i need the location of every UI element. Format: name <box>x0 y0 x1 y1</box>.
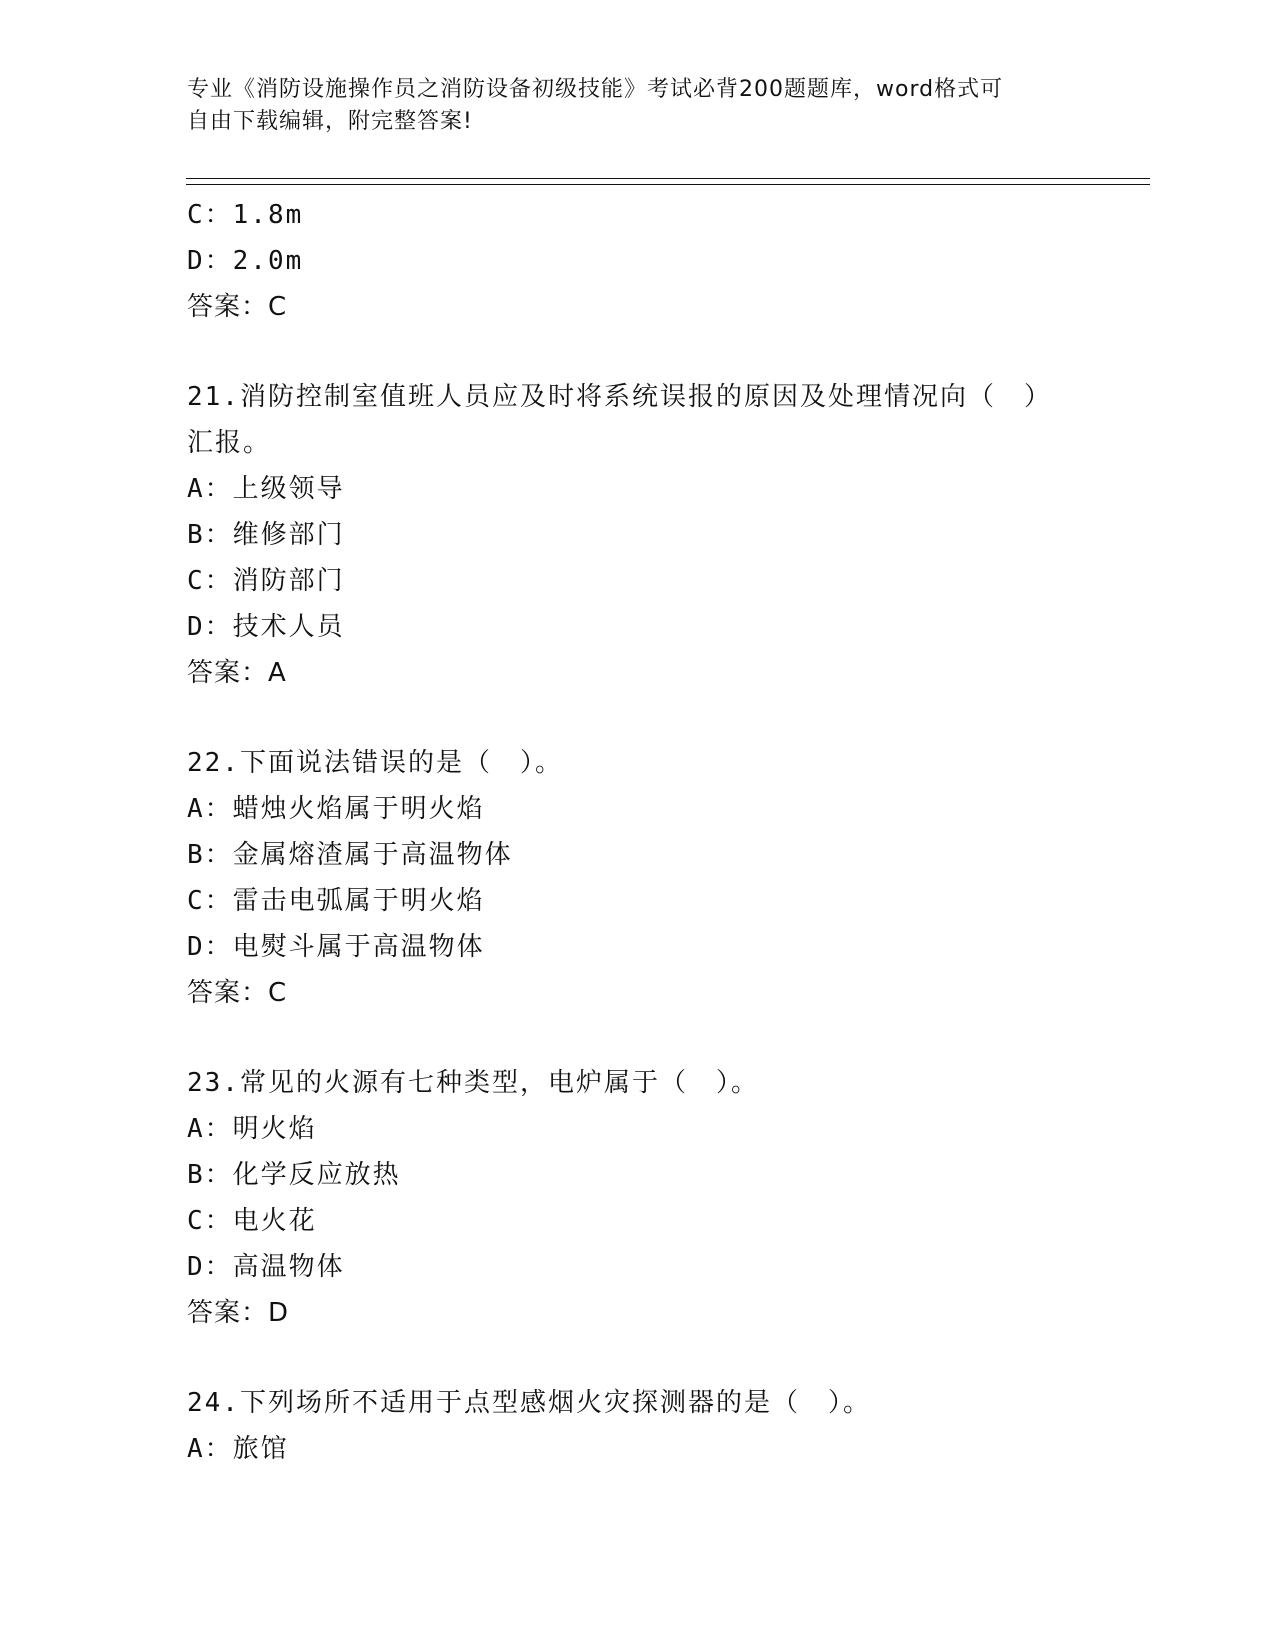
option-b: B：化学反应放热 <box>187 1160 401 1190</box>
document-header <box>187 74 1067 138</box>
spacer <box>187 1336 1087 1380</box>
question-stem: 21.消防控制室值班人员应及时将系统误报的原因及处理情况向（ ） <box>187 382 1052 412</box>
option-c: C：消防部门 <box>187 566 345 596</box>
header-divider-bottom <box>186 184 1150 185</box>
question-stem: 24.下列场所不适用于点型感烟火灾探测器的是（ ）。 <box>187 1388 871 1418</box>
option-d: D：2.0m <box>187 246 304 276</box>
option-d: D：高温物体 <box>187 1252 345 1282</box>
option-a: A：明火焰 <box>187 1114 317 1144</box>
option-c: C：电火花 <box>187 1206 317 1236</box>
question-stem-continued: 汇报。 <box>187 428 272 458</box>
answer-line: 答案：A <box>187 658 287 688</box>
answer-line: 答案：C <box>187 978 288 1008</box>
question-22 <box>187 740 1087 1016</box>
carryover-block <box>187 192 1087 330</box>
option-c: C：雷击电弧属于明火焰 <box>187 886 485 916</box>
header-divider-top <box>186 178 1150 179</box>
option-b: B：维修部门 <box>187 520 345 550</box>
spacer <box>187 696 1087 740</box>
option-a: A：上级领导 <box>187 474 345 504</box>
question-stem: 22.下面说法错误的是（ ）。 <box>187 748 563 778</box>
spacer <box>187 1016 1087 1060</box>
option-a: A：旅馆 <box>187 1434 289 1464</box>
question-stem: 23.常见的火源有七种类型，电炉属于（ ）。 <box>187 1068 759 1098</box>
question-21 <box>187 374 1087 696</box>
question-24 <box>187 1380 1087 1472</box>
option-c: C：1.8m <box>187 200 304 230</box>
answer-line: 答案：D <box>187 1298 290 1328</box>
option-a: A：蜡烛火焰属于明火焰 <box>187 794 485 824</box>
answer-line: 答案：C <box>187 292 288 322</box>
option-d: D：电熨斗属于高温物体 <box>187 932 485 962</box>
option-d: D：技术人员 <box>187 612 345 642</box>
question-content <box>187 192 1087 1472</box>
header-line-2: 自由下载编辑，附完整答案! <box>187 109 473 134</box>
option-b: B：金属熔渣属于高温物体 <box>187 840 513 870</box>
question-23 <box>187 1060 1087 1336</box>
spacer <box>187 330 1087 374</box>
header-line-1: 专业《消防设施操作员之消防设备初级技能》考试必背200题题库，word格式可 <box>187 77 1004 102</box>
